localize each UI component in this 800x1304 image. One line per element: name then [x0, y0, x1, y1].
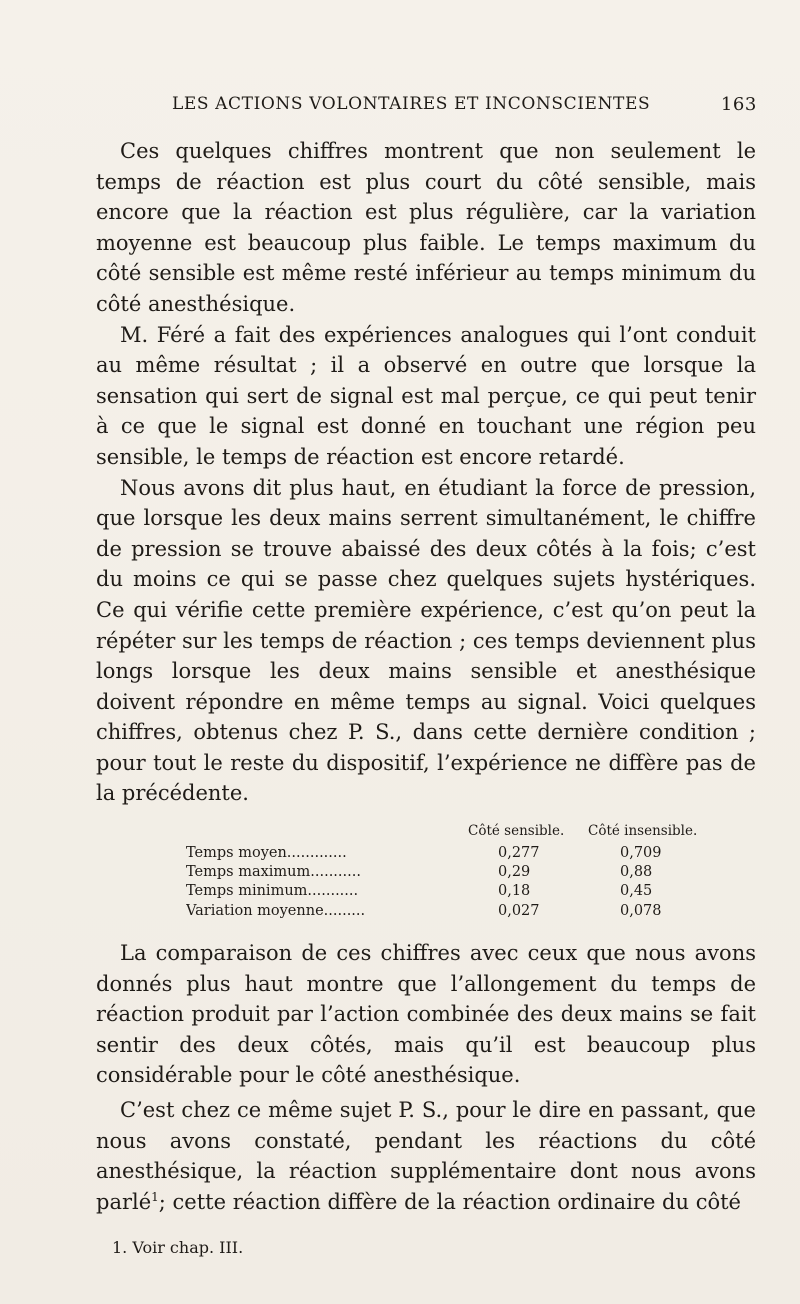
- paragraph-text-continued: ; cette réaction diffère de la réaction ordinaire du côté: [158, 1189, 741, 1214]
- row-label: Variation moyenne.........: [186, 902, 366, 919]
- body-text-lower: [96, 938, 756, 1217]
- paragraph: Ces quelques chiffres montrent que non seulement le temps de réaction est plus court du côté sensible, mais encore que la réaction est plus régulière, car la variation moyenne est beaucoup plus faible. Le temps maximum du côté sensible est même resté inférieur au temps minimum du côté anesthésique.: [96, 139, 756, 316]
- row-label: Temps moyen.............: [186, 845, 347, 861]
- table-row: [186, 844, 726, 863]
- running-head-title: LES ACTIONS VOLONTAIRES ET INCONSCIENTES: [172, 94, 651, 114]
- reaction-times-table: [186, 822, 726, 921]
- cell-insensible: 0,45: [620, 883, 653, 900]
- cell-sensible: 0,277: [498, 845, 540, 861]
- paragraph: [96, 1095, 756, 1217]
- paragraph-text: C’est chez ce même sujet P. S., pour le dire en passant, que nous avons constaté, pendant les réactions du côté anesthésique, la réaction supplémentaire dont nous avons parlé: [96, 1097, 756, 1214]
- paragraph: M. Féré a fait des expériences analogues qui l’ont conduit au même résultat ; il a observé en outre que lorsque la sensation qui sert de signal est mal perçue, ce qui peut tenir à ce que le signal est donné en touchant une région peu sensible, le temps de réaction est encore retardé.: [96, 322, 756, 469]
- table-row: [186, 902, 726, 921]
- column-header-insensible: Côté insensible.: [588, 823, 698, 839]
- table-row: [186, 863, 726, 882]
- table-header: [186, 822, 726, 844]
- cell-sensible: 0,18: [498, 883, 531, 900]
- paragraph: Nous avons dit plus haut, en étudiant la force de pression, que lorsque les deux mains serrent simultanément, le chiffre de pression se trouve abaissé des deux côtés à la fois; c’est du moins ce qui se passe chez quelques sujets hystériques. Ce qui vérifie cette première expérience, c’est qu’on peut la répéter sur les temps de réaction ; ces temps deviennent plus longs lorsque les deux mains sensible et anesthésique doivent répondre en même temps au signal. Voici quelques chiffres, obtenus chez P. S., dans cette dernière condition ; pour tout le reste du dispositif, l’expérience ne diffère pas de la précédente.: [96, 475, 756, 806]
- footnote: 1. Voir chap. III.: [112, 1238, 244, 1257]
- page-number: 163: [720, 94, 757, 115]
- row-label: Temps minimum...........: [186, 883, 359, 900]
- table-row: [186, 882, 726, 901]
- cell-insensible: 0,88: [620, 864, 653, 881]
- column-header-sensible: Côté sensible.: [468, 823, 565, 839]
- cell-insensible: 0,078: [620, 902, 662, 919]
- row-label: Temps maximum...........: [186, 864, 361, 881]
- cell-sensible: 0,027: [498, 902, 540, 919]
- cell-sensible: 0,29: [498, 864, 531, 881]
- paragraph: La comparaison de ces chiffres avec ceux que nous avons donnés plus haut montre que l’allongement du temps de réaction produit par l’action combinée des deux mains se fait sentir des deux côtés, mais qu’il est beaucoup plus considérable pour le côté anesthésique.: [96, 941, 756, 1088]
- footnote-marker: 1: [151, 1189, 159, 1204]
- body-text-upper: [96, 136, 756, 809]
- cell-insensible: 0,709: [620, 845, 662, 861]
